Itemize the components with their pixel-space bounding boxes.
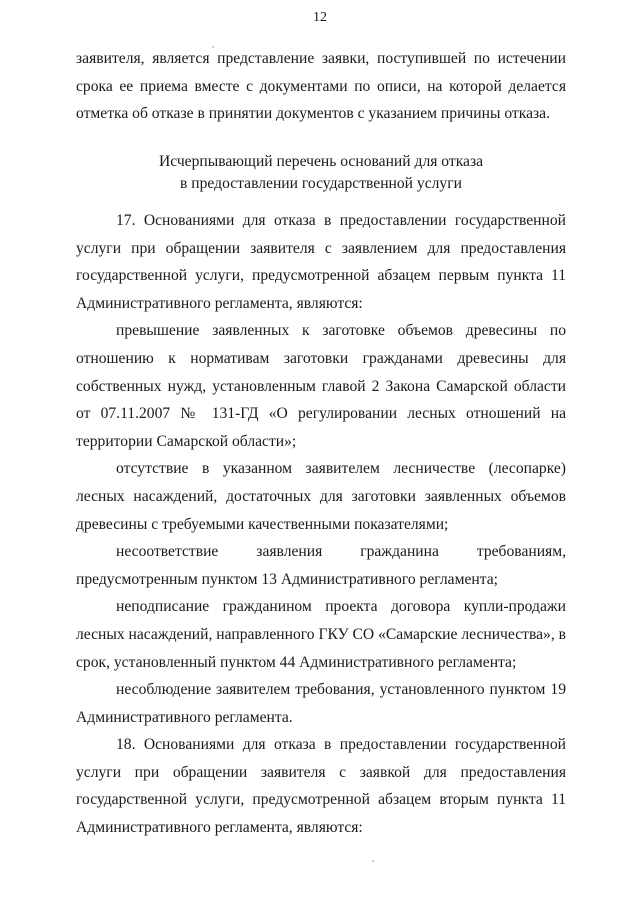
list-item-no-plantations: отсутствие в указанном заявителем лесничестве (лесопарке) лесных насаждений, достаточных для заготовки заявленных объемов древесины с требуемыми качественными показателями; [76, 460, 566, 533]
list-item-noncompliance: несоблюдение заявителем требования, установленного пунктом 19 Административного регламента. [76, 681, 566, 726]
paragraph-17: 17. Основаниями для отказа в предоставлении государственной услуги при обращении заявителя с заявлением для предоставления государственной услуги, предусмотренной абзацем первым пункта 11 Административного регламента, являются: [76, 212, 566, 312]
paragraph-18: 18. Основаниями для отказа в предоставлении государственной услуги при обращении заявителя с заявкой для предоставления государственной услуги, предусмотренной абзацем вторым пункта 11 Административного регламента, являются: [76, 736, 566, 837]
section-heading-line-2: в предоставлении государственной услуги [180, 175, 462, 192]
section-heading [76, 151, 566, 195]
scan-speck [372, 860, 374, 862]
page-number: 12 [313, 10, 327, 25]
list-item-nonconformity: несоответствие заявления гражданина требованиям, предусмотренным пунктом 13 Административного регламента; [76, 543, 566, 588]
section-heading-line-1: Исчерпывающий перечень оснований для отказа [158, 153, 484, 170]
body-text [76, 207, 566, 842]
continuation-paragraph: заявителя, является представление заявки, поступившей по истечении срока ее приема вместе с документами по описи, на которой делается отметка об отказе в принятии документов с указанием причины отказа. [76, 50, 566, 123]
list-item-excess-volume: превышение заявленных к заготовке объемов древесины по отношению к нормативам заготовки гражданами древесины для собственных нужд, установленным главой 2 Закона Самарской области от 07.11.2007 № 131-ГД «О регулировании лесных отношений на территории Самарской области»; [76, 322, 566, 450]
list-item-unsigned-contract: неподписание гражданином проекта договора купли-продажи лесных насаждений, направленного ГКУ СО «Самарские лесничества», в срок, установленный пунктом 44 Административного регламента; [76, 598, 566, 671]
continuation-paragraph-block [76, 45, 566, 128]
scan-speck [212, 46, 214, 48]
